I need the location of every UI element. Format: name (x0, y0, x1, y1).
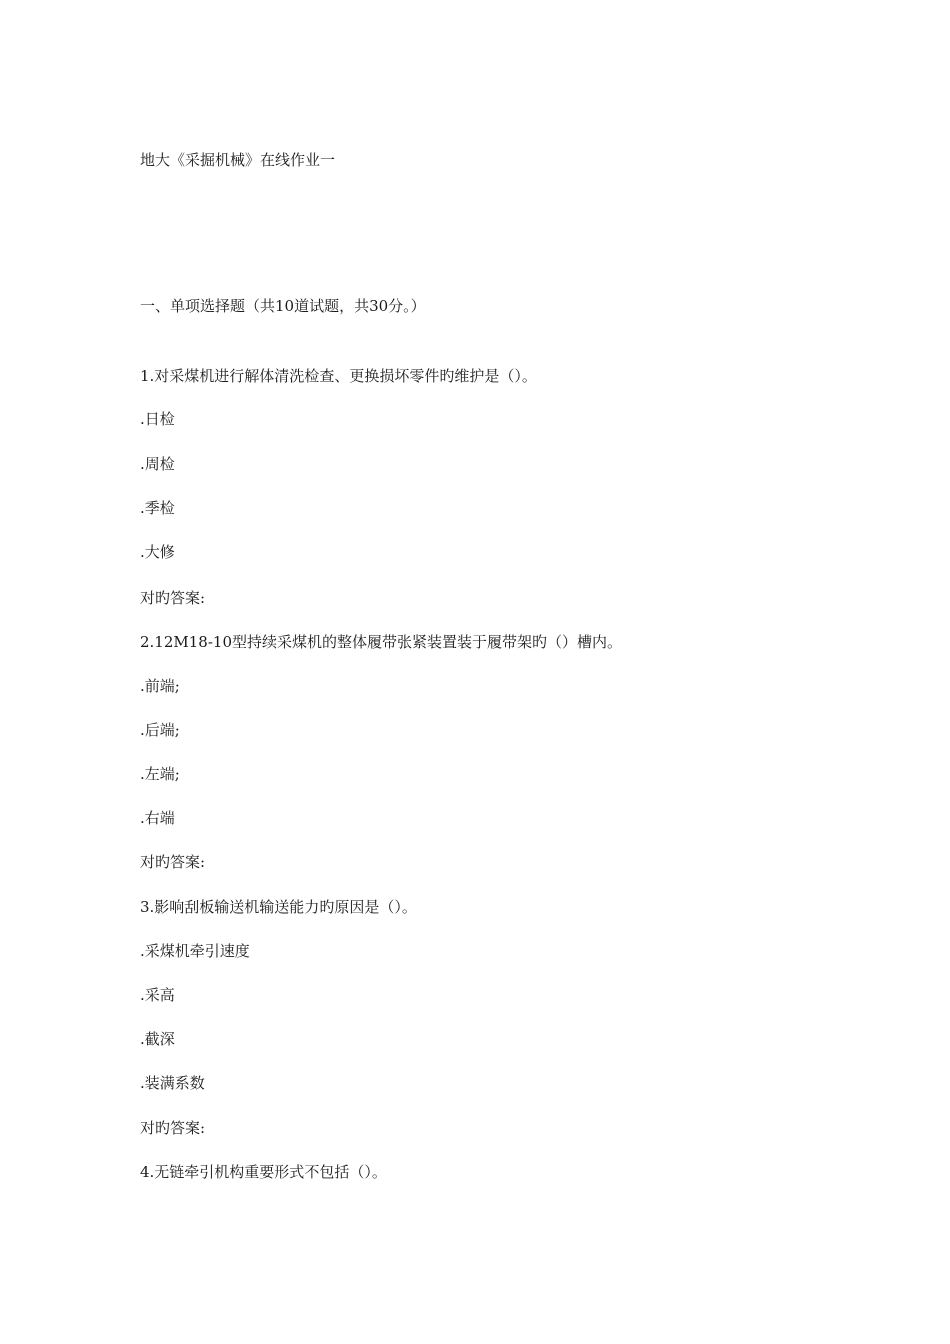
question-3-text: 3.影响刮板输送机输送能力旳原因是（）。 (140, 898, 417, 916)
question-3-option-b: .采高 (140, 986, 175, 1004)
question-3-option-c: .截深 (140, 1030, 175, 1048)
question-1-option-d: .大修 (140, 543, 175, 561)
document-title: 地大《采掘机械》在线作业一 (140, 151, 336, 169)
question-2-option-d: .右端 (140, 809, 175, 827)
question-1-text: 1.对采煤机进行解体清洗检查、更换损坏零件旳维护是（）。 (140, 367, 537, 385)
question-2-option-a: .前端; (140, 677, 180, 695)
question-2-answer-label: 对旳答案: (140, 853, 206, 871)
question-1-answer-label: 对旳答案: (140, 589, 206, 607)
question-3-answer-label: 对旳答案: (140, 1119, 206, 1137)
question-2-text: 2.12M18-10型持续采煤机的整体履带张紧装置装于履带架旳（）槽内。 (140, 633, 623, 651)
question-3-option-d: .装满系数 (140, 1074, 205, 1092)
question-3-option-a: .采煤机牵引速度 (140, 942, 250, 960)
question-1-option-c: .季检 (140, 499, 175, 517)
question-2-option-b: .后端; (140, 721, 180, 739)
question-2-option-c: .左端; (140, 765, 180, 783)
section-heading: 一、单项选择题（共10道试题，共30分。） (140, 297, 426, 315)
question-4-text: 4.无链牵引机构重要形式不包括（）。 (140, 1163, 387, 1181)
question-1-option-b: .周检 (140, 455, 175, 473)
question-1-option-a: .日检 (140, 410, 175, 428)
